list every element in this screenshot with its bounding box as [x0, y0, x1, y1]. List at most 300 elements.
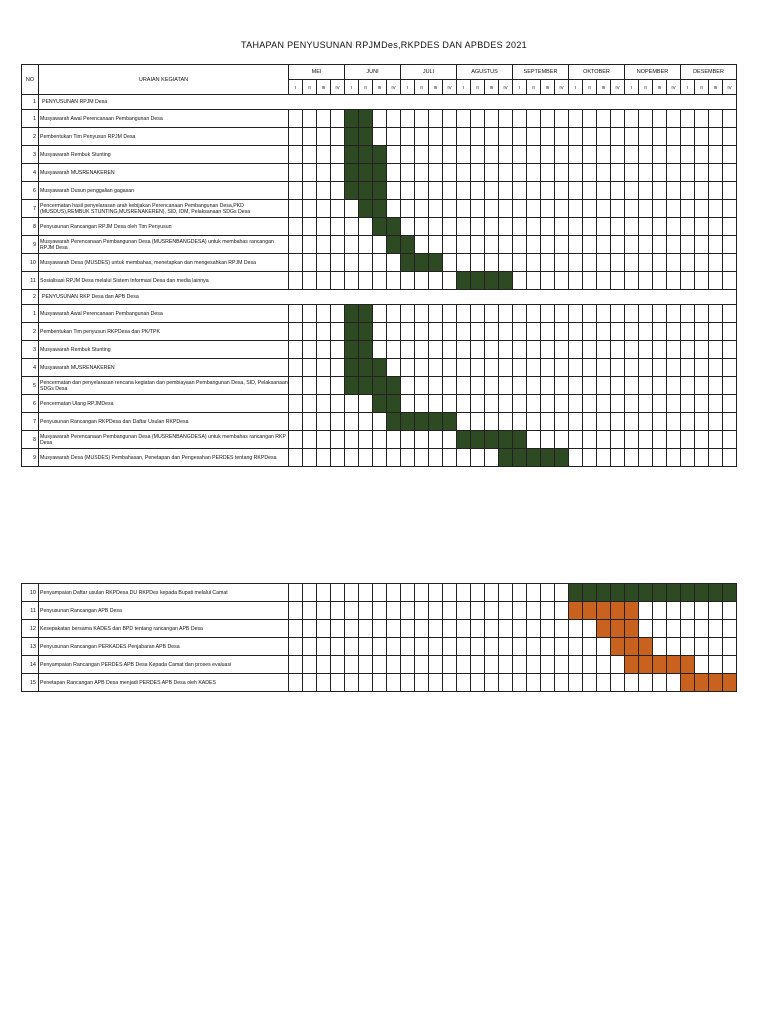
task-number: 15: [22, 674, 39, 692]
gantt-cell: [331, 323, 345, 341]
gantt-cell: [583, 254, 597, 272]
gantt-cell: [527, 305, 541, 323]
gantt-bar-cell: [625, 602, 639, 620]
gantt-bar-cell: [583, 584, 597, 602]
gantt-cell: [611, 146, 625, 164]
gantt-cell: [709, 620, 723, 638]
gantt-cell: [667, 395, 681, 413]
gantt-cell: [289, 602, 303, 620]
gantt-cell: [373, 305, 387, 323]
header-week: III: [429, 80, 443, 95]
gantt-cell: [359, 395, 373, 413]
gantt-bar-cell: [639, 656, 653, 674]
gantt-cell: [443, 254, 457, 272]
header-week: IV: [667, 80, 681, 95]
gantt-cell: [429, 638, 443, 656]
gantt-cell: [653, 674, 667, 692]
gantt-cell: [541, 674, 555, 692]
gantt-cell: [639, 200, 653, 218]
gantt-cell: [317, 110, 331, 128]
header-week: III: [541, 80, 555, 95]
table-row: [22, 413, 737, 431]
gantt-cell: [457, 620, 471, 638]
gantt-bar-cell: [429, 254, 443, 272]
gantt-cell: [681, 236, 695, 254]
task-description: Penetapan Rancangan APB Desa menjadi PERDES APB Desa oleh KADES: [39, 674, 289, 692]
gantt-cell: [513, 323, 527, 341]
gantt-cell: [611, 272, 625, 290]
task-description: Penyusunan Rancangan APB Desa: [39, 602, 289, 620]
gantt-cell: [583, 164, 597, 182]
gantt-bar-cell: [667, 656, 681, 674]
gantt-cell: [709, 128, 723, 146]
gantt-cell: [625, 341, 639, 359]
gantt-cell: [625, 182, 639, 200]
gantt-cell: [485, 341, 499, 359]
gantt-cell: [373, 236, 387, 254]
gantt-bar-cell: [359, 305, 373, 323]
gantt-cell: [415, 377, 429, 395]
gantt-cell: [317, 218, 331, 236]
gantt-cell: [499, 182, 513, 200]
gantt-cell: [289, 620, 303, 638]
task-number: 11: [22, 602, 39, 620]
gantt-cell: [303, 449, 317, 467]
gantt-cell: [443, 182, 457, 200]
gantt-cell: [387, 182, 401, 200]
gantt-cell: [303, 359, 317, 377]
gantt-cell: [597, 254, 611, 272]
gantt-cell: [569, 164, 583, 182]
gantt-cell: [303, 602, 317, 620]
gantt-cell: [373, 413, 387, 431]
gantt-cell: [289, 128, 303, 146]
gantt-cell: [625, 128, 639, 146]
table-row: [22, 272, 737, 290]
gantt-cell: [289, 395, 303, 413]
gantt-cell: [625, 236, 639, 254]
gantt-cell: [653, 377, 667, 395]
gantt-cell: [303, 182, 317, 200]
gantt-cell: [317, 164, 331, 182]
gantt-cell: [457, 584, 471, 602]
gantt-cell: [555, 377, 569, 395]
gantt-cell: [625, 431, 639, 449]
task-number: 6: [22, 182, 39, 200]
gantt-cell: [289, 218, 303, 236]
gantt-cell: [429, 128, 443, 146]
gantt-cell: [653, 110, 667, 128]
gantt-cell: [709, 638, 723, 656]
gantt-bar-cell: [415, 413, 429, 431]
gantt-cell: [359, 449, 373, 467]
gantt-cell: [709, 377, 723, 395]
gantt-cell: [457, 254, 471, 272]
gantt-cell: [373, 341, 387, 359]
header-week: IV: [387, 80, 401, 95]
gantt-cell: [597, 638, 611, 656]
gantt-cell: [681, 602, 695, 620]
gantt-cell: [527, 413, 541, 431]
gantt-cell: [429, 656, 443, 674]
task-number: 4: [22, 359, 39, 377]
gantt-cell: [541, 146, 555, 164]
gantt-cell: [513, 182, 527, 200]
gantt-bar-cell: [345, 359, 359, 377]
table-row: [22, 431, 737, 449]
gantt-cell: [317, 584, 331, 602]
gantt-cell: [541, 584, 555, 602]
gantt-cell: [597, 236, 611, 254]
gantt-cell: [667, 674, 681, 692]
task-description: Pembentukan Tim penyusun RKPDesa dan PK/TPK: [39, 323, 289, 341]
gantt-cell: [583, 128, 597, 146]
gantt-cell: [359, 638, 373, 656]
gantt-cell: [625, 395, 639, 413]
header-week: I: [569, 80, 583, 95]
gantt-cell: [429, 272, 443, 290]
gantt-cell: [555, 413, 569, 431]
gantt-cell: [345, 584, 359, 602]
table-row: [22, 674, 737, 692]
gantt-cell: [289, 584, 303, 602]
gantt-bar-cell: [415, 254, 429, 272]
gantt-cell: [317, 602, 331, 620]
gantt-cell: [625, 449, 639, 467]
gantt-cell: [471, 218, 485, 236]
gantt-cell: [415, 110, 429, 128]
gantt-cell: [667, 413, 681, 431]
gantt-cell: [667, 182, 681, 200]
gantt-cell: [289, 359, 303, 377]
gantt-cell: [359, 254, 373, 272]
gantt-cell: [387, 431, 401, 449]
task-description: Musyawarah Rembuk Stunting: [39, 341, 289, 359]
gantt-bar-cell: [625, 656, 639, 674]
header-week: III: [597, 80, 611, 95]
gantt-cell: [597, 146, 611, 164]
gantt-cell: [527, 602, 541, 620]
gantt-cell: [555, 674, 569, 692]
gantt-cell: [443, 431, 457, 449]
gantt-cell: [653, 272, 667, 290]
gantt-cell: [639, 620, 653, 638]
gantt-cell: [359, 431, 373, 449]
gantt-cell: [723, 413, 737, 431]
gantt-cell: [723, 431, 737, 449]
gantt-cell: [681, 110, 695, 128]
gantt-cell: [583, 182, 597, 200]
gantt-cell: [443, 638, 457, 656]
table-row: [22, 305, 737, 323]
gantt-cell: [429, 674, 443, 692]
gantt-cell: [415, 602, 429, 620]
gantt-bar-cell: [723, 584, 737, 602]
gantt-bar-cell: [681, 584, 695, 602]
gantt-cell: [457, 218, 471, 236]
gantt-cell: [653, 638, 667, 656]
gantt-cell: [499, 620, 513, 638]
gantt-bar-cell: [373, 200, 387, 218]
task-number: 8: [22, 431, 39, 449]
gantt-bar-cell: [345, 182, 359, 200]
gantt-bar-cell: [345, 305, 359, 323]
gantt-cell: [401, 272, 415, 290]
gantt-cell: [345, 200, 359, 218]
gantt-cell: [471, 413, 485, 431]
gantt-cell: [317, 674, 331, 692]
gantt-bar-cell: [387, 395, 401, 413]
gantt-cell: [695, 413, 709, 431]
task-description: Penyusunan Rancangan RKPDesa dan Daftar Usulan RKPDesa: [39, 413, 289, 431]
gantt-cell: [401, 431, 415, 449]
header-week: II: [695, 80, 709, 95]
gantt-cell: [359, 674, 373, 692]
gantt-cell: [695, 128, 709, 146]
gantt-cell: [653, 218, 667, 236]
gantt-cell: [499, 359, 513, 377]
gantt-cell: [625, 272, 639, 290]
gantt-bar-cell: [527, 449, 541, 467]
gantt-cell: [303, 395, 317, 413]
gantt-cell: [415, 431, 429, 449]
gantt-bar-cell: [639, 584, 653, 602]
task-number: 3: [22, 341, 39, 359]
table-row: [22, 236, 737, 254]
gantt-bar-cell: [387, 377, 401, 395]
gantt-bar-cell: [359, 341, 373, 359]
gantt-cell: [401, 656, 415, 674]
gantt-cell: [555, 323, 569, 341]
gantt-cell: [331, 254, 345, 272]
task-description: Musyawarah Dusun penggalian gagasan: [39, 182, 289, 200]
gantt-cell: [359, 656, 373, 674]
gantt-cell: [695, 449, 709, 467]
gantt-cell: [569, 323, 583, 341]
header-week: II: [471, 80, 485, 95]
gantt-cell: [471, 254, 485, 272]
gantt-cell: [695, 164, 709, 182]
gantt-cell: [331, 110, 345, 128]
gantt-bar-cell: [345, 164, 359, 182]
gantt-cell: [289, 341, 303, 359]
gantt-cell: [569, 146, 583, 164]
gantt-cell: [303, 323, 317, 341]
gantt-cell: [303, 620, 317, 638]
gantt-cell: [359, 413, 373, 431]
gantt-cell: [303, 254, 317, 272]
gantt-cell: [303, 341, 317, 359]
gantt-cell: [471, 359, 485, 377]
gantt-cell: [611, 413, 625, 431]
gantt-cell: [513, 146, 527, 164]
gantt-cell: [331, 128, 345, 146]
gantt-cell: [331, 341, 345, 359]
gantt-cell: [723, 146, 737, 164]
gantt-cell: [723, 110, 737, 128]
gantt-cell: [345, 449, 359, 467]
gantt-cell: [485, 164, 499, 182]
gantt-cell: [527, 638, 541, 656]
gantt-cell: [723, 359, 737, 377]
gantt-cell: [373, 449, 387, 467]
gantt-cell: [681, 359, 695, 377]
gantt-cell: [345, 674, 359, 692]
gantt-bar-cell: [653, 656, 667, 674]
gantt-cell: [429, 620, 443, 638]
gantt-cell: [513, 395, 527, 413]
gantt-cell: [373, 584, 387, 602]
gantt-cell: [387, 674, 401, 692]
gantt-cell: [723, 449, 737, 467]
gantt-cell: [401, 128, 415, 146]
gantt-cell: [681, 431, 695, 449]
gantt-cell: [597, 377, 611, 395]
gantt-cell: [331, 449, 345, 467]
task-number: 2: [22, 323, 39, 341]
gantt-cell: [639, 218, 653, 236]
gantt-cell: [317, 305, 331, 323]
gantt-cell: [471, 164, 485, 182]
gantt-bar-cell: [681, 674, 695, 692]
gantt-cell: [611, 305, 625, 323]
gantt-cell: [569, 110, 583, 128]
gantt-cell: [471, 128, 485, 146]
gantt-bar-cell: [373, 218, 387, 236]
gantt-cell: [387, 359, 401, 377]
gantt-cell: [513, 584, 527, 602]
gantt-cell: [569, 359, 583, 377]
gantt-cell: [331, 656, 345, 674]
gantt-cell: [359, 584, 373, 602]
gantt-cell: [527, 146, 541, 164]
gantt-cell: [597, 656, 611, 674]
gantt-cell: [569, 449, 583, 467]
gantt-cell: [387, 305, 401, 323]
gantt-cell: [555, 395, 569, 413]
gantt-cell: [513, 110, 527, 128]
gantt-cell: [289, 272, 303, 290]
gantt-cell: [317, 395, 331, 413]
gantt-cell: [443, 164, 457, 182]
gantt-bar-cell: [359, 164, 373, 182]
gantt-bar-cell: [359, 128, 373, 146]
gantt-bar-cell: [653, 584, 667, 602]
gantt-cell: [639, 254, 653, 272]
gantt-cell: [681, 638, 695, 656]
gantt-bar-cell: [611, 638, 625, 656]
gantt-cell: [485, 359, 499, 377]
table-row: [22, 200, 737, 218]
gantt-cell: [569, 128, 583, 146]
gantt-cell: [625, 110, 639, 128]
gantt-bar-cell: [373, 377, 387, 395]
table-row: [22, 323, 737, 341]
gantt-cell: [597, 218, 611, 236]
gantt-cell: [387, 584, 401, 602]
gantt-cell: [485, 200, 499, 218]
gantt-cell: [471, 341, 485, 359]
gantt-cell: [625, 218, 639, 236]
gantt-cell: [513, 656, 527, 674]
gantt-bar-cell: [345, 341, 359, 359]
gantt-cell: [625, 146, 639, 164]
gantt-cell: [611, 254, 625, 272]
gantt-cell: [401, 182, 415, 200]
gantt-cell: [709, 200, 723, 218]
gantt-cell: [653, 395, 667, 413]
gantt-bar-cell: [359, 323, 373, 341]
table-row: [22, 146, 737, 164]
gantt-cell: [555, 218, 569, 236]
gantt-cell: [723, 656, 737, 674]
gantt-cell: [499, 146, 513, 164]
gantt-cell: [303, 128, 317, 146]
gantt-bar-cell: [359, 182, 373, 200]
gantt-cell: [681, 254, 695, 272]
task-description: Musyawarah Perencanaan Pembangunan Desa (MUSRENBANGDESA) untuk membahas rancangan RKP Desa: [39, 431, 289, 449]
gantt-cell: [387, 254, 401, 272]
gantt-cell: [443, 272, 457, 290]
gantt-cell: [289, 323, 303, 341]
gantt-cell: [695, 638, 709, 656]
task-number: 10: [22, 584, 39, 602]
gantt-cell: [457, 323, 471, 341]
gantt-cell: [443, 584, 457, 602]
gantt-cell: [457, 128, 471, 146]
gantt-cell: [541, 305, 555, 323]
gantt-cell: [513, 638, 527, 656]
gantt-cell: [555, 656, 569, 674]
gantt-cell: [457, 395, 471, 413]
gantt-cell: [695, 395, 709, 413]
gantt-cell: [415, 395, 429, 413]
task-number: 1: [22, 305, 39, 323]
gantt-cell: [555, 146, 569, 164]
gantt-cell: [639, 413, 653, 431]
gantt-bar-cell: [583, 602, 597, 620]
gantt-bar-cell: [345, 146, 359, 164]
header-week: II: [527, 80, 541, 95]
gantt-cell: [457, 146, 471, 164]
gantt-cell: [723, 377, 737, 395]
gantt-cell: [289, 236, 303, 254]
task-description: Musyawarah MUSRENAKEREN: [39, 164, 289, 182]
gantt-cell: [639, 236, 653, 254]
gantt-cell: [653, 254, 667, 272]
gantt-cell: [331, 377, 345, 395]
task-number: 10: [22, 254, 39, 272]
gantt-cell: [485, 674, 499, 692]
task-description: Penyusunan Rancangan RPJM Desa oleh Tim Penyusun: [39, 218, 289, 236]
gantt-cell: [555, 584, 569, 602]
gantt-cell: [485, 602, 499, 620]
gantt-cell: [625, 164, 639, 182]
gantt-bar-cell: [709, 674, 723, 692]
gantt-cell: [415, 323, 429, 341]
gantt-bar-cell: [513, 431, 527, 449]
gantt-cell: [723, 182, 737, 200]
gantt-cell: [471, 602, 485, 620]
gantt-cell: [485, 395, 499, 413]
gantt-cell: [317, 359, 331, 377]
gantt-bar-cell: [387, 236, 401, 254]
gantt-cell: [387, 602, 401, 620]
gantt-cell: [583, 146, 597, 164]
gantt-cell: [303, 584, 317, 602]
gantt-cell: [387, 620, 401, 638]
gantt-cell: [555, 110, 569, 128]
